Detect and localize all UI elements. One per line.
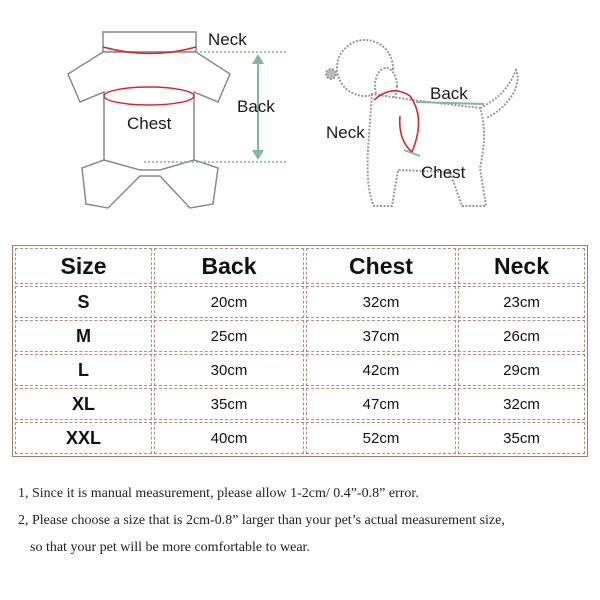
header-size: Size: [15, 248, 152, 284]
back-cell: 30cm: [154, 354, 304, 386]
garment-neck-label: Neck: [208, 30, 247, 49]
garment-chest-label: Chest: [127, 114, 172, 133]
dog-chest-label: Chest: [421, 163, 466, 182]
back-cell: 35cm: [154, 388, 304, 420]
neck-cell: 35cm: [458, 422, 585, 454]
back-cell: 20cm: [154, 286, 304, 318]
chest-cell: 52cm: [306, 422, 456, 454]
chest-cell: 42cm: [306, 354, 456, 386]
chest-cell: 47cm: [306, 388, 456, 420]
neck-cell: 23cm: [458, 286, 585, 318]
table-row: [15, 388, 585, 420]
dog-neck-label: Neck: [326, 123, 365, 142]
size-cell: S: [15, 286, 152, 318]
size-chart-table: [12, 245, 588, 457]
back-cell: 25cm: [154, 320, 304, 352]
header-back: Back: [154, 248, 304, 284]
measurement-diagram: [0, 0, 600, 230]
garment-back-label: Back: [237, 97, 275, 116]
size-cell: M: [15, 320, 152, 352]
header-chest: Chest: [306, 248, 456, 284]
neck-cell: 29cm: [458, 354, 585, 386]
table-row: [15, 354, 585, 386]
table-row: [15, 422, 585, 454]
chest-cell: 37cm: [306, 320, 456, 352]
dog-back-label: Back: [430, 84, 468, 103]
neck-cell: 32cm: [458, 388, 585, 420]
table-header-row: [15, 248, 585, 284]
table-row: [15, 320, 585, 352]
sizing-notes: [18, 480, 593, 561]
table-row: [15, 286, 585, 318]
chest-cell: 32cm: [306, 286, 456, 318]
size-cell: XL: [15, 388, 152, 420]
size-cell: XXL: [15, 422, 152, 454]
header-neck: Neck: [458, 248, 585, 284]
back-cell: 40cm: [154, 422, 304, 454]
size-cell: L: [15, 354, 152, 386]
note-1: 1, Since it is manual measurement, please allow 1-2cm/ 0.4”-0.8” error.: [18, 486, 419, 501]
neck-cell: 26cm: [458, 320, 585, 352]
note-2: 2, Please choose a size that is 2cm-0.8” larger than your pet’s actual measurement size,: [18, 513, 505, 528]
note-2-continuation: so that your pet will be more comfortable to wear.: [30, 540, 310, 555]
